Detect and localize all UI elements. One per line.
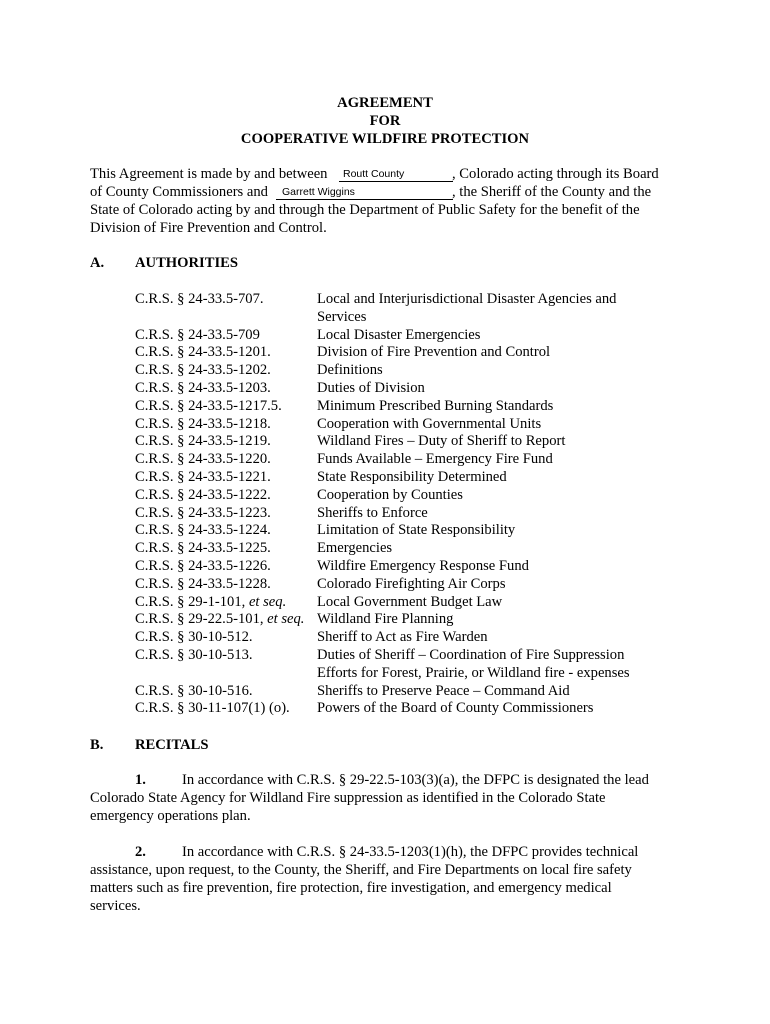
authority-description: Sheriff to Act as Fire Warden [317,629,488,646]
recital-2-line-3: matters such as fire prevention, fire protection, fire investigation, and emergency medical [90,880,612,896]
authority-code: C.R.S. § 24-33.5-707. [135,291,264,307]
title-line-3: COOPERATIVE WILDFIRE PROTECTION [240,131,530,147]
authority-code: C.R.S. § 24-33.5-1220. [135,451,271,468]
section-b-heading: RECITALS [135,737,209,753]
authority-description: Wildland Fires – Duty of Sheriff to Report [317,433,566,450]
authority-code: C.R.S. § 30-10-513. [135,647,253,663]
authority-description: Definitions [317,362,383,379]
section-a-heading: AUTHORITIES [135,255,238,271]
authority-description: Minimum Prescribed Burning Standards [317,397,554,414]
title-line-1: AGREEMENT [337,95,433,111]
authority-code: C.R.S. § 24-33.5-1222. [135,486,271,503]
authority-code: C.R.S. § 24-33.5-1221. [135,469,271,485]
authority-code: C.R.S. § 24-33.5-1224. [135,522,271,539]
authority-code: C.R.S. § 24-33.5-1226. [135,558,271,574]
authority-description-continued: Efforts for Forest, Prairie, or Wildland fire - expenses [317,664,630,681]
authority-code: C.R.S. § 24-33.5-1228. [135,575,271,592]
sheriff-field[interactable]: Garrett Wiggins [282,186,355,198]
authority-description: Local Disaster Emergencies [317,326,481,343]
authority-description: Wildland Fire Planning [317,611,454,628]
authority-code: C.R.S. § 24-33.5-1202. [135,362,271,379]
authority-code-et-seq: et seq. [248,593,287,610]
county-field[interactable]: Routt County [343,168,405,180]
recital-2-line-1: In accordance with C.R.S. § 24-33.5-1203(1)(h), the DFPC provides technical [182,844,639,860]
authority-description: Duties of Division [317,380,425,396]
recital-1-line-2: Colorado State Agency for Wildland Fire suppression as identified in the Colorado State [90,790,606,806]
authority-description: Wildfire Emergency Response Fund [317,558,529,574]
authority-description: Division of Fire Prevention and Control [317,344,551,361]
authority-description: State Responsibility Determined [317,469,507,485]
sheriff-field-underline [276,199,453,200]
authority-code: C.R.S. § 24-33.5-1225. [135,540,271,557]
authority-description: Powers of the Board of County Commissioners [317,700,594,717]
intro-text-5: State of Colorado acting by and through the Department of Public Safety for the benefit of the [90,202,640,218]
authority-code: C.R.S. § 24-33.5-1217.5. [135,397,282,414]
authority-code: C.R.S. § 24-33.5-1203. [135,380,271,396]
authority-description: Duties of Sheriff – Coordination of Fire Suppression [317,647,625,663]
authority-description: Emergencies [317,540,393,557]
authority-description-continued: Services [317,308,367,325]
authority-description: Funds Available – Emergency Fire Fund [317,451,553,468]
authority-code: C.R.S. § 24-33.5-1201. [135,344,271,361]
intro-text-4: , the Sheriff of the County and the [452,184,652,200]
authority-description: Limitation of State Responsibility [317,522,516,539]
authority-description: Sheriffs to Preserve Peace – Command Aid [317,682,570,699]
intro-text-1: This Agreement is made by and between [90,166,328,182]
recital-2-line-2: assistance, upon request, to the County, the Sheriff, and Fire Departments on local fire safety [90,862,632,878]
authority-code: C.R.S. § 24-33.5-1219. [135,433,271,450]
authority-code: C.R.S. § 30-11-107(1) (o). [135,700,290,717]
county-field-underline [339,181,453,182]
recital-1-number: 1. [135,772,146,788]
authority-description: Local and Interjurisdictional Disaster Agencies and [317,291,617,307]
authority-code: C.R.S. § 24-33.5-1223. [135,504,271,521]
recital-2-number: 2. [135,844,146,860]
intro-text-3: of County Commissioners and [90,184,268,200]
authority-code: C.R.S. § 29-1-101, et seq. [135,593,287,610]
authority-code: C.R.S. § 24-33.5-709 [135,326,260,343]
recital-1-line-1: In accordance with C.R.S. § 29-22.5-103(3)(a), the DFPC is designated the lead [182,772,649,788]
intro-text-6: Division of Fire Prevention and Control. [90,220,327,236]
authority-description: Cooperation by Counties [317,486,463,503]
authority-code-et-seq: et seq. [267,611,305,628]
authority-code: C.R.S. § 30-10-516. [135,682,253,699]
authority-code: C.R.S. § 30-10-512. [135,629,253,646]
recital-1-line-3: emergency operations plan. [90,808,251,824]
title-line-2: FOR [369,113,401,129]
intro-text-2: , Colorado acting through its Board [452,166,659,182]
section-a-letter: A. [90,255,105,271]
recital-2-line-4: services. [90,898,141,914]
authority-code: C.R.S. § 29-22.5-101, et seq. [135,611,305,628]
authority-code: C.R.S. § 24-33.5-1218. [135,415,271,432]
authority-description: Sheriffs to Enforce [317,504,428,521]
section-b-letter: B. [90,737,104,753]
authority-description: Colorado Firefighting Air Corps [317,575,506,592]
authority-description: Local Government Budget Law [317,593,503,610]
authority-description: Cooperation with Governmental Units [317,415,542,432]
